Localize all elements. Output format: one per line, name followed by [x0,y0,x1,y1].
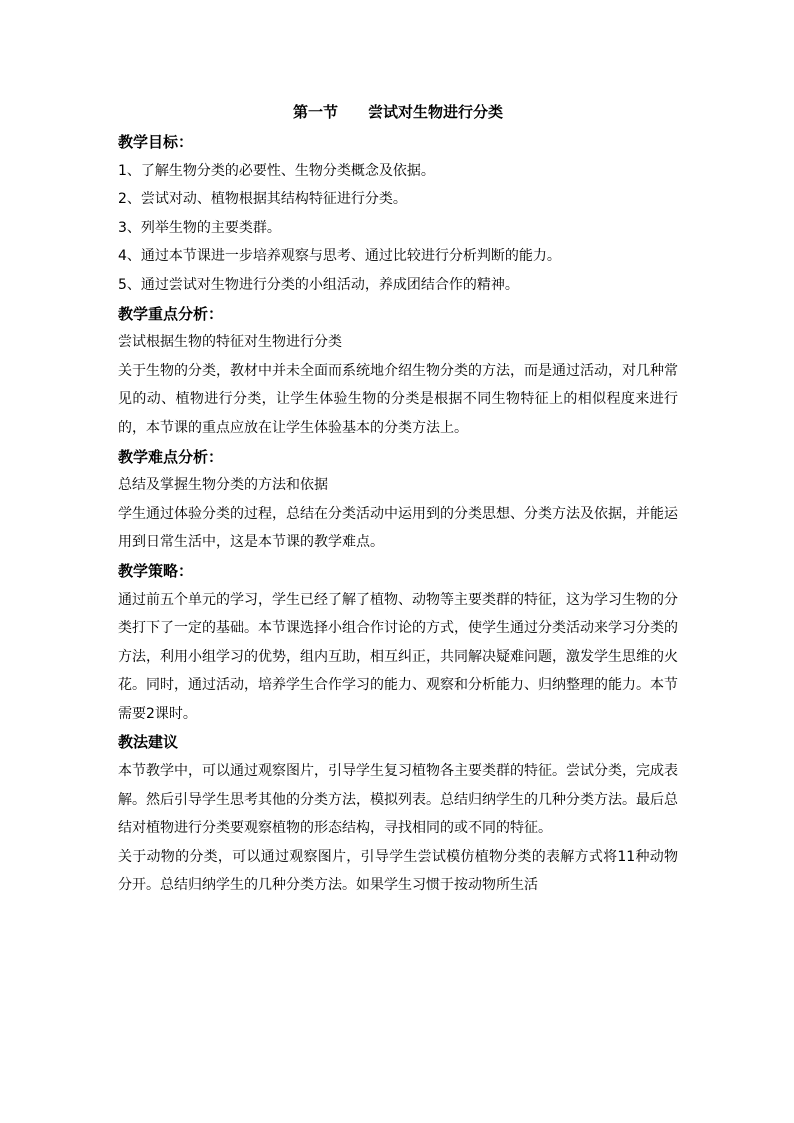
key-points-subtitle: 尝试根据生物的特征对生物进行分类 [118,334,342,351]
strategy-body: 通过前五个单元的学习，学生已经了解了植物、动物等主要类群的特征，这为学习生物的分类打下了一定的基础。本节课选择小组合作讨论的方式，使学生通过分类活动来学习分类的方法，利用小组学习的优势，组内互助，相互纠正，共同解决疑难问题，激发学生思维的火花。同时，通过活动，培养学生合作学习的能力、观察和分析能力、归纳整理的能力。本节需要2课时。 [118,591,678,722]
objective-item-5: 5、通过尝试对生物进行分类的小组活动，养成团结合作的精神。 [118,276,519,293]
method-heading: 教法建议 [118,733,179,752]
document-page [118,98,678,900]
key-points-heading: 教学重点分析： [118,304,224,323]
strategy-heading: 教学策略： [118,561,194,580]
key-points-body: 关于生物的分类，教材中并未全面而系统地介绍生物分类的方法，而是通过活动，对几种常见的动、植物进行分类，让学生体验生物的分类是根据不同生物特征上的相似程度来进行的，本节课的重点应放在让学生体验基本的分类方法上。 [118,362,678,436]
objective-item-1: 1、了解生物分类的必要性、生物分类概念及依据。 [118,162,435,179]
objectives-heading: 教学目标： [118,133,194,151]
objective-item-3: 3、列举生物的主要类群。 [118,219,281,236]
difficulties-heading: 教学难点分析： [118,447,224,466]
objective-item-4: 4、通过本节课进一步培养观察与思考、通过比较进行分析判断的能力。 [118,248,561,265]
method-body-plants: 本节教学中，可以通过观察图片，引导学生复习植物各主要类群的特征。尝试分类，完成表解。然后引导学生思考其他的分类方法，模拟列表。总结归纳学生的几种分类方法。最后总结对植物进行分类要观察植物的形态结构，寻找相同的或不同的特征。 [118,763,678,837]
objective-item-2: 2、尝试对动、植物根据其结构特征进行分类。 [118,191,407,208]
section-title: 第一节 尝试对生物进行分类 [292,103,503,121]
difficulties-body: 学生通过体验分类的过程，总结在分类活动中运用到的分类思想、分类方法及依据，并能运用到日常生活中，这是本节课的教学难点。 [118,505,678,551]
difficulties-subtitle: 总结及掌握生物分类的方法和依据 [118,477,328,494]
method-body-animals: 关于动物的分类，可以通过观察图片，引导学生尝试模仿植物分类的表解方式将11种动物分开。总结归纳学生的几种分类方法。如果学生习惯于按动物所生活 [118,848,678,894]
